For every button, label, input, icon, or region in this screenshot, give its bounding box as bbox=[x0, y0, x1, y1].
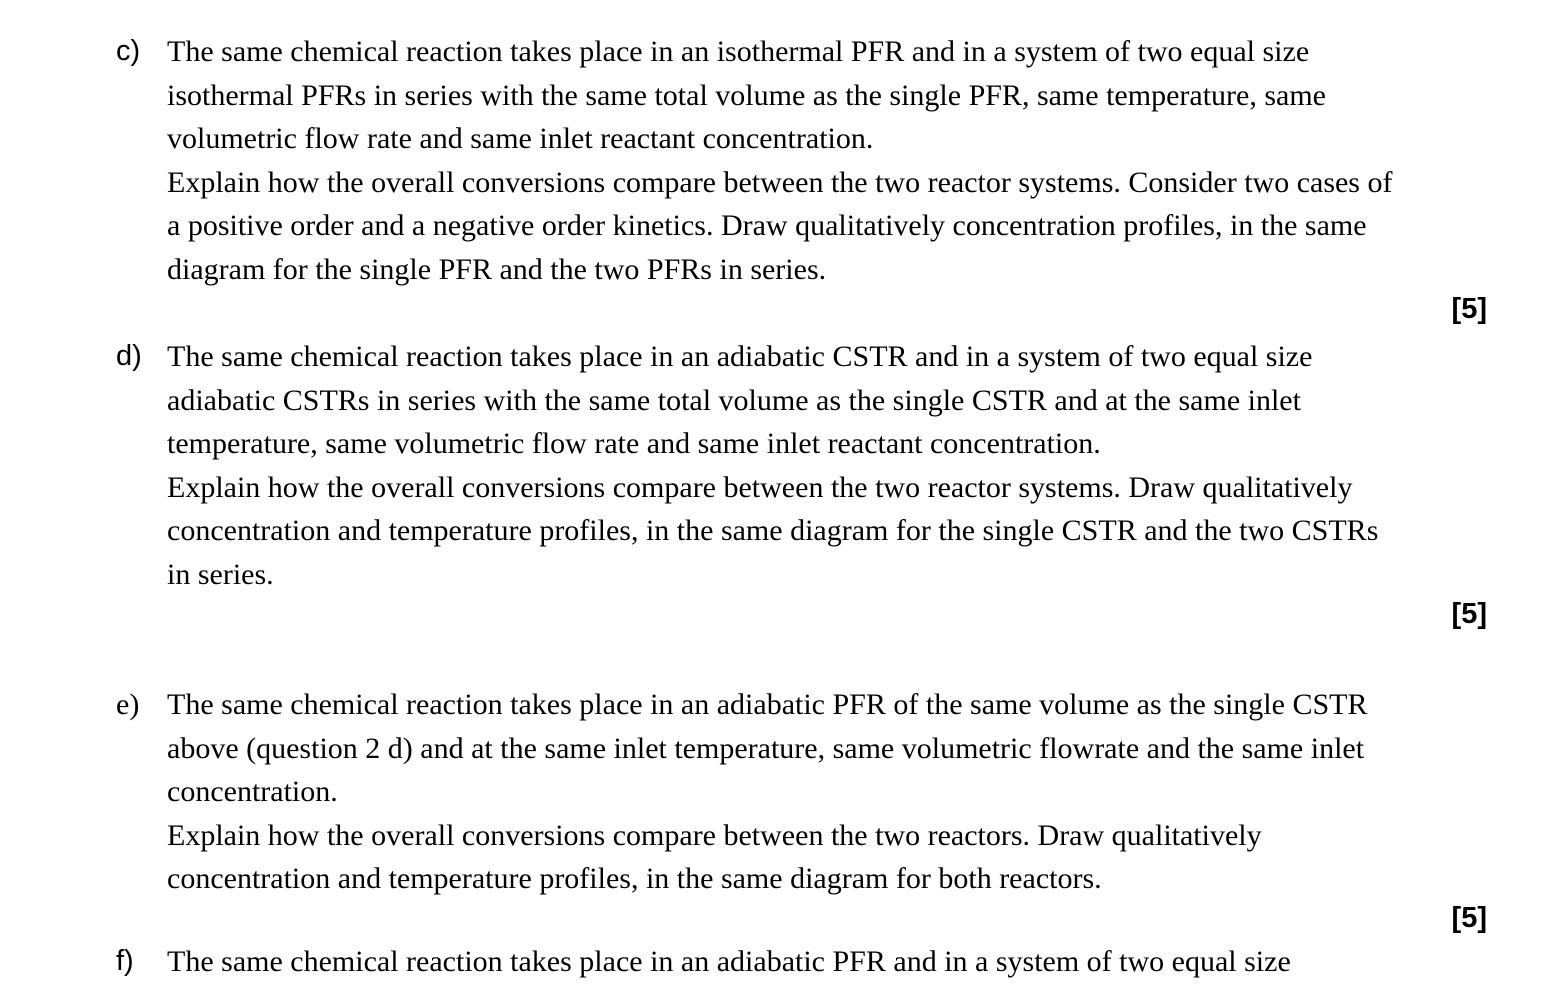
question-text bbox=[167, 683, 1527, 901]
question-line: The same chemical reaction takes place in an isothermal PFR and in a system of two equal size bbox=[167, 35, 1310, 68]
question-line: The same chemical reaction takes place in an adiabatic PFR of the same volume as the single CSTR bbox=[167, 688, 1368, 721]
question-line: The same chemical reaction takes place in an adiabatic CSTR and in a system of two equal size bbox=[167, 340, 1313, 373]
question-line: concentration and temperature profiles, in the same diagram for both reactors. bbox=[167, 862, 1102, 895]
question-label: f) bbox=[116, 945, 134, 977]
question-line: Explain how the overall conversions compare between the two reactor systems. Draw qualitatively bbox=[167, 470, 1353, 504]
question-line: temperature, same volumetric flow rate and same inlet reactant concentration. bbox=[167, 427, 1101, 460]
question-text bbox=[167, 335, 1527, 596]
question-text bbox=[167, 30, 1527, 291]
question-label: e) bbox=[116, 688, 140, 721]
question-line: The same chemical reaction takes place in an adiabatic PFR and in a system of two equal size bbox=[167, 945, 1291, 978]
question-line: volumetric flow rate and same inlet reactant concentration. bbox=[167, 122, 874, 155]
question-line: Explain how the overall conversions compare between the two reactors. Draw qualitatively bbox=[167, 818, 1262, 852]
marks-label: [5] bbox=[1451, 598, 1487, 630]
question-line: isothermal PFRs in series with the same total volume as the single PFR, same temperature, same bbox=[167, 78, 1326, 112]
question-line: a positive order and a negative order kinetics. Draw qualitatively concentration profiles, in the same bbox=[167, 209, 1367, 242]
question-line: concentration. bbox=[167, 775, 338, 808]
marks-label: [5] bbox=[1451, 293, 1487, 325]
question-line: concentration and temperature profiles, in the same diagram for the single CSTR and the two CSTRs bbox=[167, 514, 1379, 547]
question-label: c) bbox=[116, 35, 141, 67]
question-line: Explain how the overall conversions compare between the two reactor systems. Consider two cases of bbox=[167, 165, 1393, 199]
question-line: adiabatic CSTRs in series with the same total volume as the single CSTR and at the same inlet bbox=[167, 383, 1301, 417]
question-line: in series. bbox=[167, 557, 274, 591]
question-line: above (question 2 d) and at the same inlet temperature, same volumetric flowrate and the same inlet bbox=[167, 731, 1365, 765]
question-line: diagram for the single PFR and the two PFRs in series. bbox=[167, 252, 827, 286]
marks-label: [5] bbox=[1451, 902, 1487, 934]
question-text bbox=[167, 940, 1527, 984]
question-label: d) bbox=[116, 340, 142, 372]
